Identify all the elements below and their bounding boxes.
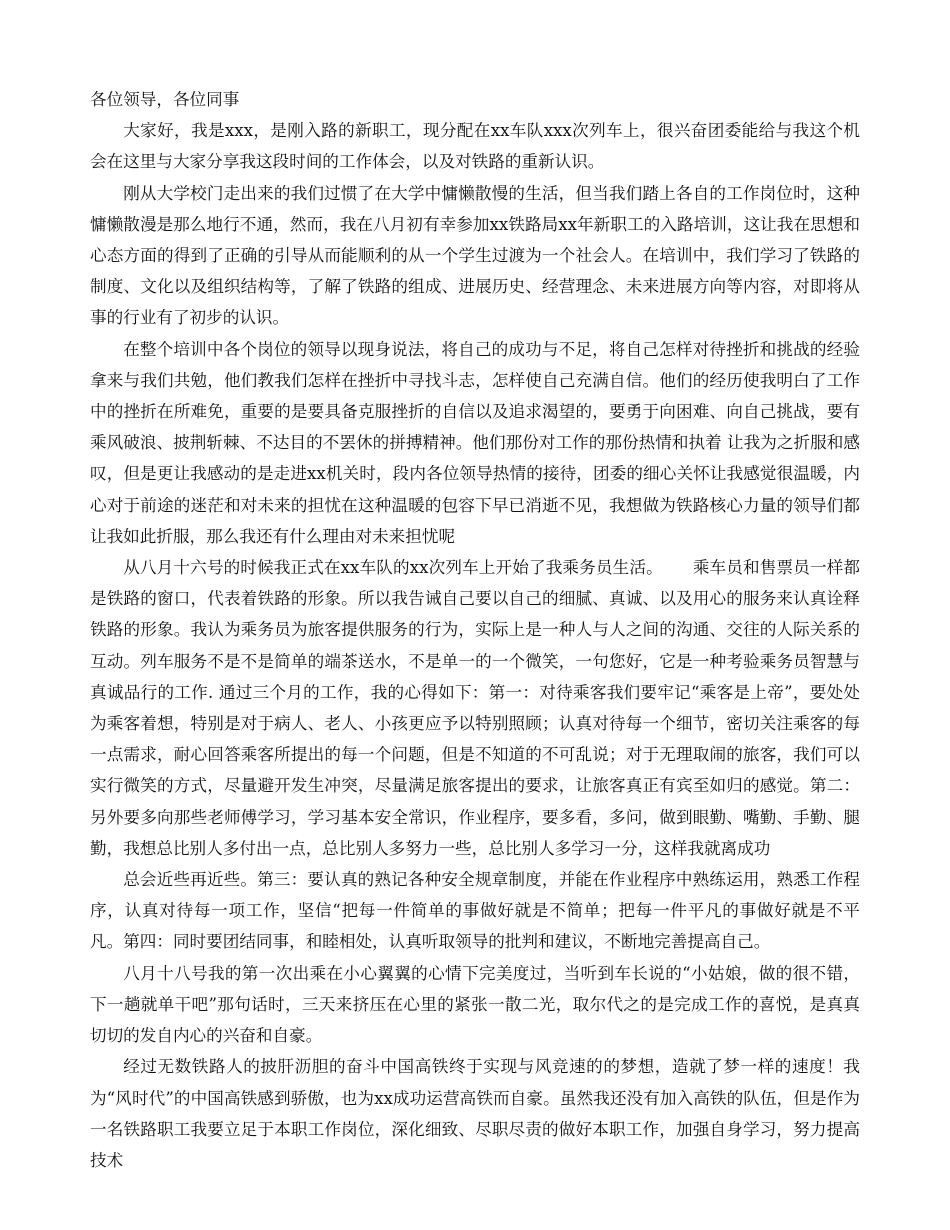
- paragraph-high-speed-rail: 经过无数铁路人的披肝沥胆的奋斗中国高铁终于实现与风竞速的的梦想，造就了梦一样的速度！我为“风时代”的中国高铁感到骄傲，也为xx成功运营高铁而自豪。虽然我还没有加入高铁的队伍，但是作为一名铁路职工我要立足于本职工作岗位，深化细致、尽职尽责的做好本职工作，加强自身学习，努力提高技术: [90, 1057, 860, 1170]
- work-start-sentence: 从八月十六号的时候我正式在xx车队的xx次列车上开始了我乘务员生活。: [123, 558, 663, 578]
- paragraph-work-experience: [90, 552, 860, 864]
- paragraph-first-trip: 八月十八号我的第一次出乘在小心翼翼的心情下完美度过，当听到车长说的“小姑娘，做的很不错，下一趟就单干吧”那句话时，三天来挤压在心里的紧张一散二光，取尔代之的是完成工作的喜悦，是真真切切的发自内心的兴奋和自豪。: [90, 963, 860, 1046]
- paragraph-introduction: 大家好，我是xxx，是刚入路的新职工，现分配在xx车队xxx次列车上，很兴奋团委能给与我这个机会在这里与大家分享我这段时间的工作体会，以及对铁路的重新认识。: [90, 121, 860, 172]
- paragraph-leaders: 在整个培训中各个岗位的领导以现身说法，将自己的成功与不足，将自己怎样对待挫折和挑战的经验拿来与我们共勉，他们教我们怎样在挫折中寻找斗志，怎样使自己充满自信。他们的经历使我明白了工作中的挫折在所难免，重要的是要具备克服挫折的自信以及追求渴望的，要勇于向困难、向自己挑战，要有乘风破浪、披荆斩棘、不达目的不罢休的拼搏精神。他们那份对工作的那份热情和执着 让我为之折服和感叹，但是更让我感动的是走进xx机关时，段内各位领导热情的接待，团委的细心关怀让我感觉很温暖，内心对于前途的迷茫和对未来的担忧在这种温暖的包容下早已消逝不见，我想做为铁路核心力量的领导们都让我如此折服，那么我还有什么理由对未来担忧呢: [90, 339, 860, 546]
- work-experience-text: 乘车员和售票员一样都是铁路的窗口，代表着铁路的形象。所以我告诫自己要以自己的细腻、真诚、以及用心的服务来认真诠释铁路的形象。我认为乘务员为旅客提供服务的行为，实际上是一种人与人之间的沟通、交往的人际关系的互动。列车服务不是不是简单的端茶送水，不是单一的一个微笑，一句您好，它是一种考验乘务员智慧与真诚品行的工作. 通过三个月的工作，我的心得如下：第一：对待乘客我们要牢记“乘客是上帝”，要处处为乘客着想，特别是对于病人、老人、小孩更应予以特别照顾；认真对待每一个细节，密切关注乘客的每一点需求，耐心回答乘客所提出的每一个问题，但是不知道的不可乱说；对于无理取闹的旅客，我们可以实行微笑的方式，尽量避开发生冲突，尽量满足旅客提出的要求，让旅客真正有宾至如归的感觉。第二：另外要多向那些老师傅学习，学习基本安全常识，作业程序，要多看，多问，做到眼勤、嘴勤、手勤、腿勤，我想总比别人多付出一点，总比别人多努力一些，总比别人多学习一分，这样我就离成功: [90, 558, 860, 858]
- salutation: 各位领导，各位同事: [90, 90, 240, 109]
- paragraph-training: 刚从大学校门走出来的我们过惯了在大学中慵懒散慢的生活，但当我们踏上各自的工作岗位时，这种慵懒散漫是那么地行不通，然而，我在八月初有幸参加xx铁路局xx年新职工的入路培训，这让我在思想和心态方面的得到了正确的引导从而能顺利的从一个学生过渡为一个社会人。在培训中，我们学习了铁路的制度、文化以及组织结构等，了解了铁路的组成、进展历史、经营理念、未来进展方向等内容，对即将从事的行业有了初步的认识。: [90, 183, 860, 328]
- paragraph-success: 总会近些再近些。第三：要认真的熟记各种安全规章制度，并能在作业程序中熟练运用，熟悉工作程序，认真对待每一项工作，坚信“把每一件简单的事做好就是不简单；把每一件平凡的事做好就是不平凡。第四：同时要团结同事，和睦相处，认真听取领导的批判和建议，不断地完善提高自己。: [90, 870, 860, 952]
